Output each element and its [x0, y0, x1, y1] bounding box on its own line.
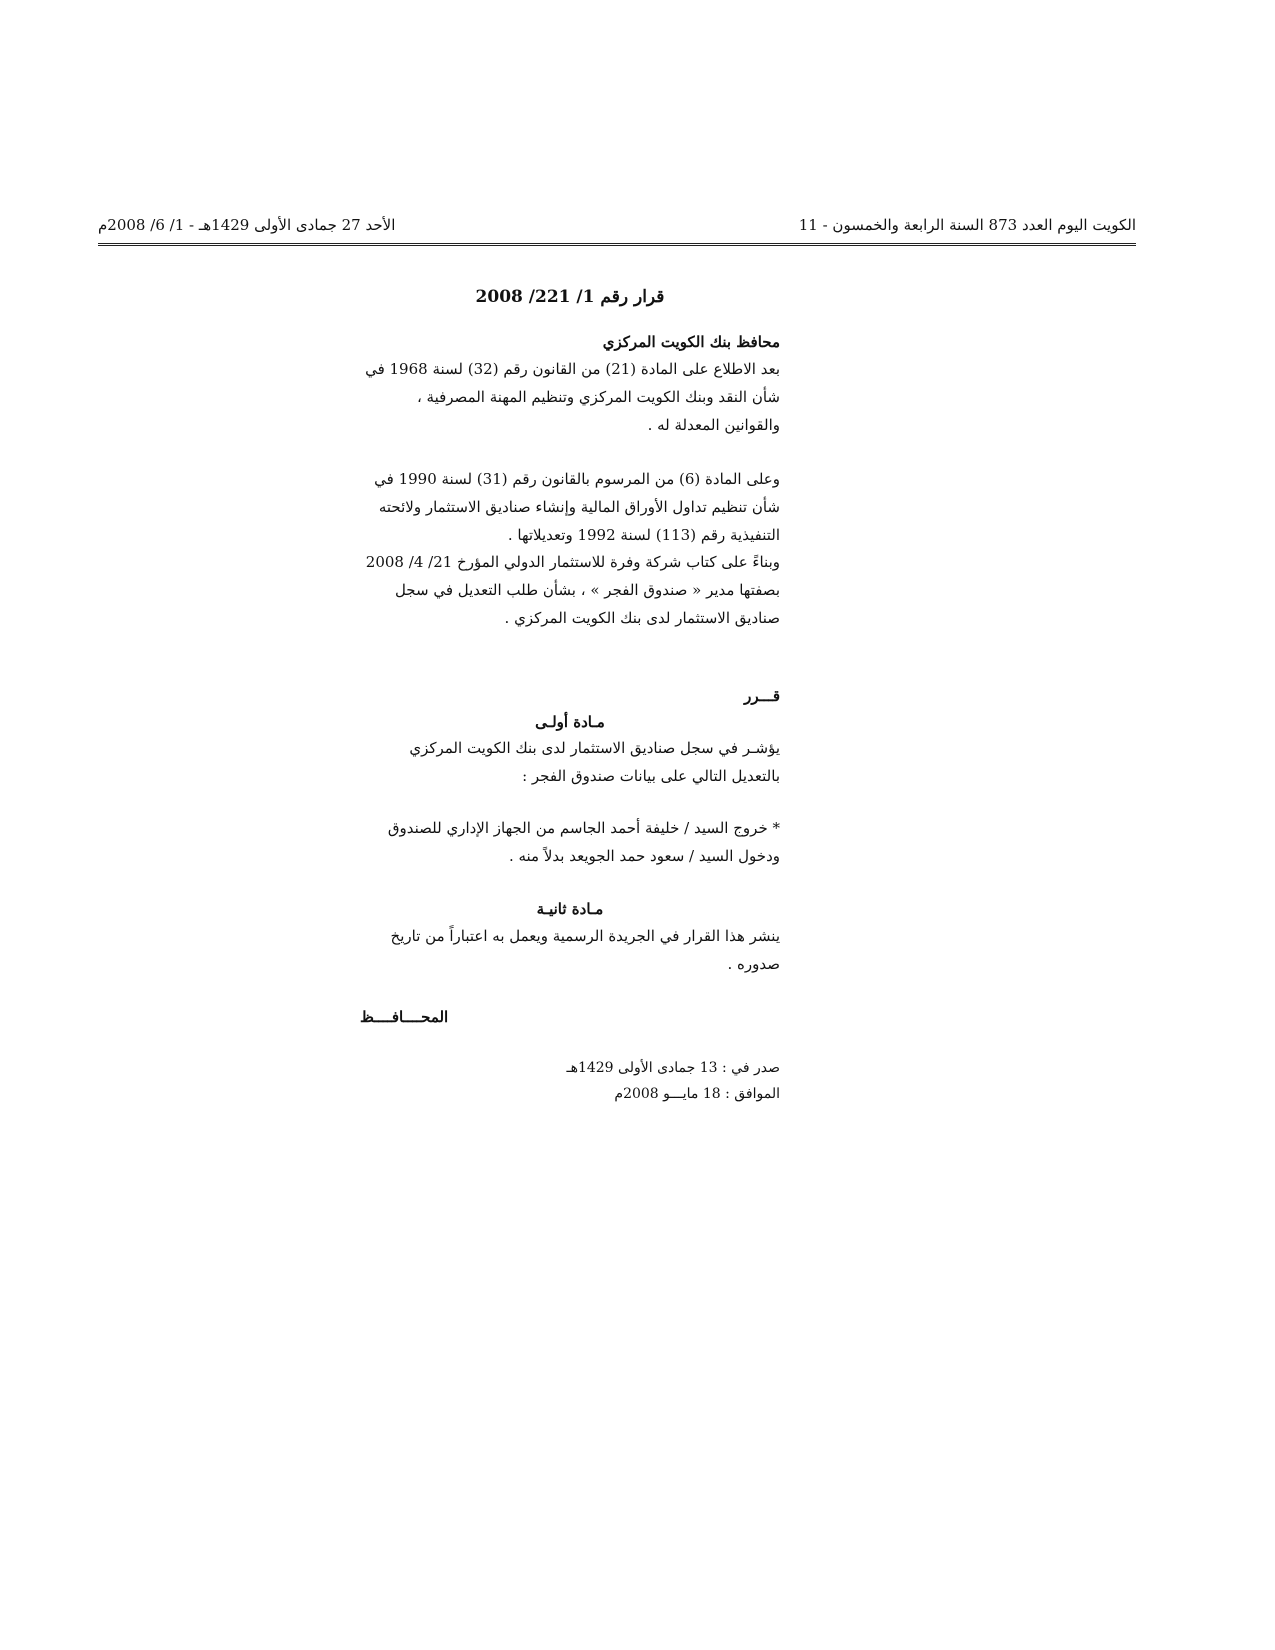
signature-governor: المحــــافــــظ — [360, 1008, 449, 1026]
article-2-text: ينشر هذا القرار في الجريدة الرسمية ويعمل به اعتباراً من تاريخ صدوره . — [390, 927, 780, 973]
header-publication: الكويت اليوم العدد 873 السنة الرابعة والخمسون - 11 — [798, 216, 1136, 234]
article-1-heading: مـادة أولـى — [535, 713, 605, 731]
article-2-heading: مـادة ثانيـة — [536, 900, 604, 918]
decided-heading: قـــرر — [744, 687, 780, 705]
preamble-paragraph-3: وبناءً على كتاب شركة وفرة للاستثمار الدولي المؤرخ 21/ 4/ 2008 بصفتها مدير « صندوق الفجر » ، بشأن طلب التعديل في سجل صناديق الاستثمار لدى بنك الكويت المركزي . — [365, 553, 780, 627]
issued-date-block — [520, 1055, 780, 1107]
issued-hijri-date: صدر في : 13 جمادى الأولى 1429هـ — [566, 1060, 780, 1076]
article-1-text: يؤشـر في سجل صناديق الاستثمار لدى بنك الكويت المركزي بالتعديل التالي على بيانات صندوق الفجر : — [409, 739, 780, 785]
article-1-item: * خروج السيد / خليفة أحمد الجاسم من الجهاز الإداري للصندوق ودخول السيد / سعود حمد الجويعد بدلاً منه . — [387, 819, 780, 865]
preamble-paragraph-2: وعلى المادة (6) من المرسوم بالقانون رقم (31) لسنة 1990 في شأن تنظيم تداول الأوراق المالية وإنشاء صناديق الاستثمار ولائحته التنفيذية رقم (113) لسنة 1992 وتعديلاتها . — [374, 470, 780, 544]
decision-title: قرار رقم 1/ 221/ 2008 — [475, 287, 665, 307]
issued-gregorian-date: الموافق : 18 مايـــو 2008م — [614, 1086, 780, 1102]
header-date: الأحد 27 جمادى الأولى 1429هـ - 1/ 6/ 2008م — [98, 216, 396, 234]
preamble-paragraph-1: بعد الاطلاع على المادة (21) من القانون رقم (32) لسنة 1968 في شأن النقد وبنك الكويت المركزي وتنظيم المهنة المصرفية ، والقوانين المعدلة له . — [365, 360, 780, 434]
page-header — [98, 212, 1136, 246]
issuer-line: محافظ بنك الكويت المركزي — [602, 333, 780, 351]
